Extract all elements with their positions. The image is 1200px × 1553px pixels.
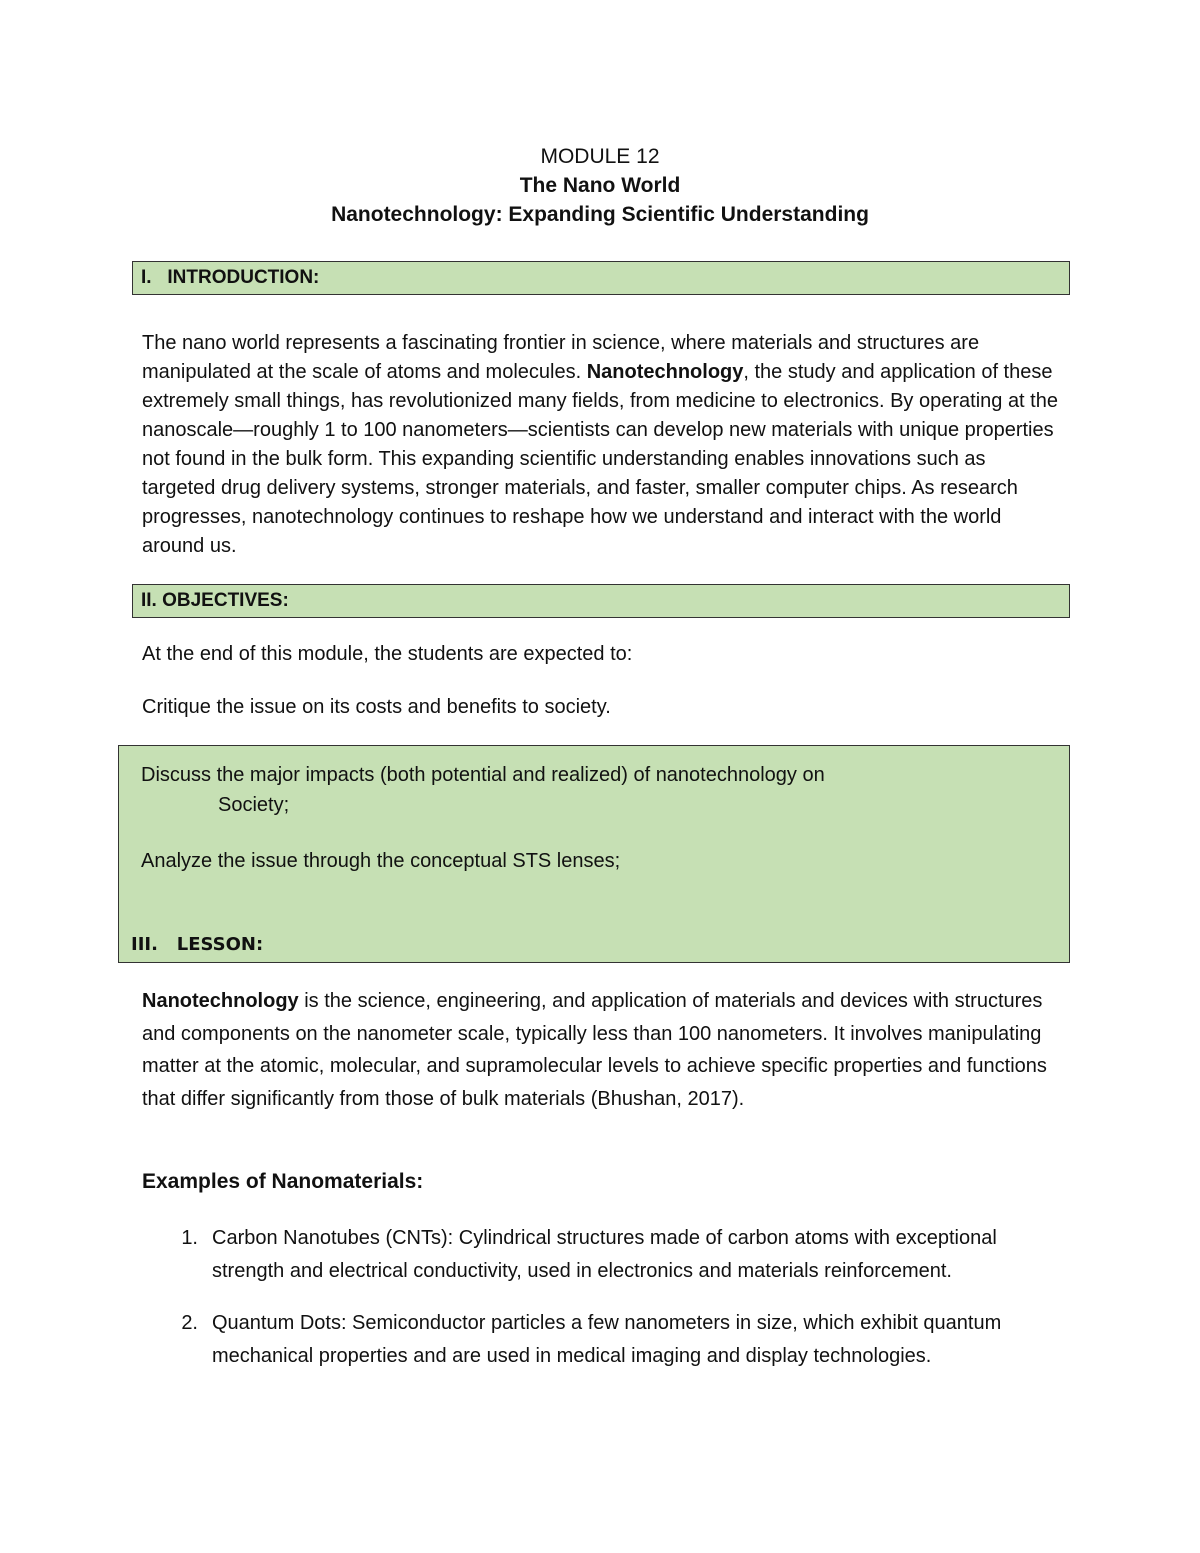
- list-item: [142, 1307, 1072, 1373]
- module-subtitle: The Nano World: [519, 174, 681, 197]
- intro-text-before: The nano world represents a fascinating frontier in science, where materials and structures are manipulated at the scale of atoms and molecules.: [142, 332, 980, 383]
- introduction-paragraph: [142, 329, 1062, 561]
- list-item: [142, 1222, 1072, 1288]
- list-item-number: 2.: [181, 1312, 198, 1334]
- intro-text-after: , the study and application of these extremely small things, has revolutionized many fields, from medicine to electronics. By operating at the nanoscale—roughly 1 to 100 nanometers—scientists can develop new materials with unique properties not found in the bulk form. This expanding scientific understanding enables innovations such as targeted drug delivery systems, stronger materials, and faster, smaller computer chips. As research progresses, nanotechnology continues to reshape how we understand and interact with the world around us.: [142, 361, 1058, 557]
- intro-term: Nanotechnology: [586, 361, 744, 383]
- module-title: Nanotechnology: Expanding Scientific Understanding: [331, 203, 869, 226]
- objectives-heading: II. OBJECTIVES:: [141, 590, 289, 611]
- lesson-term: Nanotechnology: [142, 990, 299, 1012]
- examples-list: [142, 1222, 1072, 1392]
- list-item-text: Quantum Dots: Semiconductor particles a few nanometers in size, which exhibit quantum mechanical properties and are used in medical imaging and display technologies.: [212, 1312, 1002, 1367]
- objective-discuss: [141, 760, 825, 820]
- lesson-heading: III. LESSON:: [131, 934, 264, 955]
- title-block: [0, 142, 1200, 229]
- introduction-heading-bar: [132, 261, 1070, 295]
- objective-discuss-line2: Society;: [218, 794, 290, 816]
- objectives-lead: At the end of this module, the students are expected to:: [142, 643, 633, 665]
- examples-heading: Examples of Nanomaterials:: [142, 1170, 424, 1193]
- lesson-paragraph: [142, 985, 1067, 1115]
- list-item-text: Carbon Nanotubes (CNTs): Cylindrical structures made of carbon atoms with exceptional strength and electrical conductivity, used in electronics and materials reinforcement.: [212, 1227, 997, 1282]
- list-item-number: 1.: [181, 1227, 198, 1249]
- objectives-heading-bar: [132, 584, 1070, 618]
- objectives-lesson-box: [118, 745, 1070, 963]
- objective-analyze: Analyze the issue through the conceptual STS lenses;: [141, 850, 621, 872]
- introduction-heading: I. INTRODUCTION:: [141, 267, 320, 288]
- module-number: MODULE 12: [540, 145, 660, 168]
- lesson-definition: is the science, engineering, and application of materials and devices with structures and components on the nanometer scale, typically less than 100 nanometers. It involves manipulating matter at the atomic, molecular, and supramolecular levels to achieve specific properties and functions that differ significantly from those of bulk materials (Bhushan, 2017).: [142, 990, 1047, 1110]
- objective-discuss-line1: Discuss the major impacts (both potential and realized) of nanotechnology on: [141, 764, 825, 786]
- objective-critique: Critique the issue on its costs and benefits to society.: [142, 696, 611, 718]
